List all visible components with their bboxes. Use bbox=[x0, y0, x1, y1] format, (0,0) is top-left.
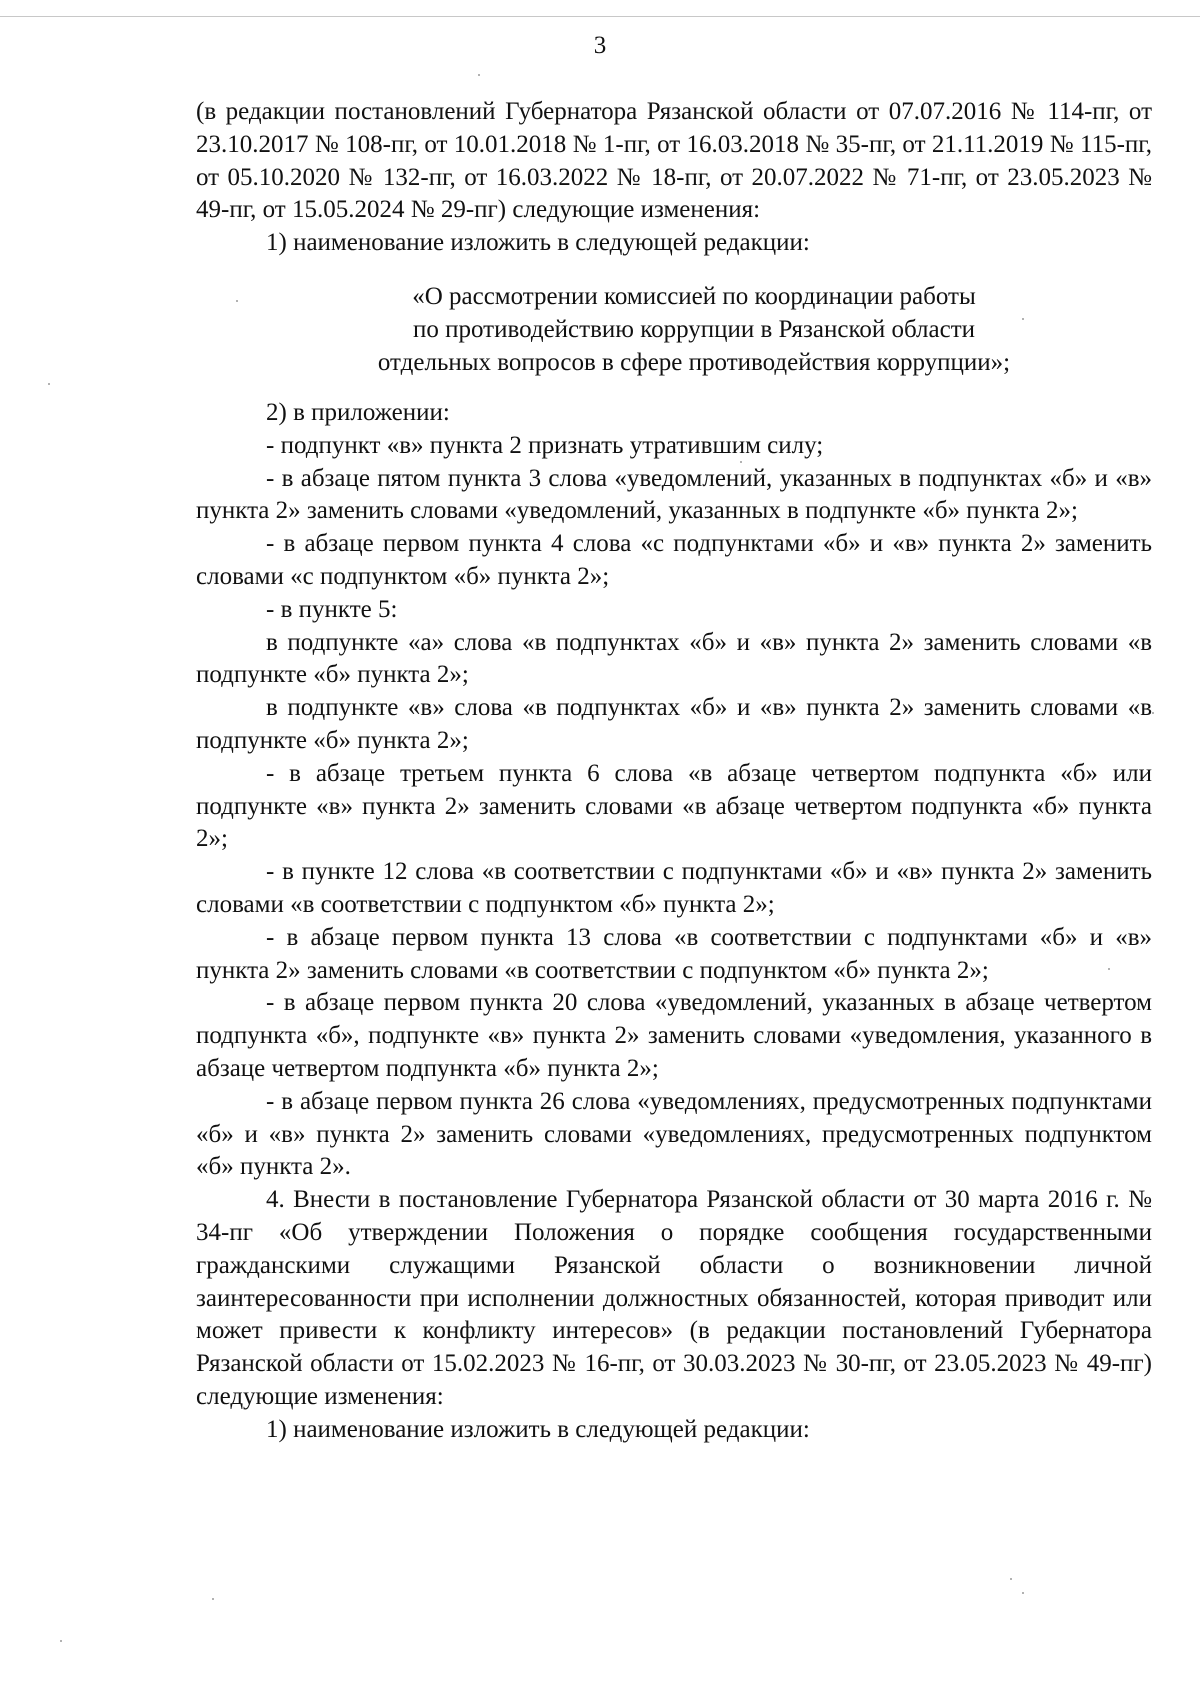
item-point-20: - в абзаце первом пункта 20 слова «уведомлений, указанных в абзаце четвертом подпункта «б», подпункте «в» пункта 2» заменить словами «уведомления, указанного в абзаце четвертом подпункта «б» пункта 2»; bbox=[196, 989, 1152, 1082]
scan-edge-line bbox=[0, 16, 1200, 17]
scan-speck bbox=[1010, 1578, 1012, 1580]
scan-speck bbox=[1152, 712, 1154, 714]
scan-speck bbox=[478, 74, 480, 76]
item-point-5a: в подпункте «а» слова «в подпунктах «б» и «в» пункта 2» заменить словами «в подпункте «б» пункта 2»; bbox=[196, 628, 1152, 689]
item-point-12: - в пункте 12 слова «в соответствии с подпунктами «б» и «в» пункта 2» заменить словами «в соответствии с подпунктом «б» пункта 2»; bbox=[196, 858, 1152, 918]
item-appendix: 2) в приложении: bbox=[266, 398, 450, 426]
scan-speck bbox=[740, 461, 742, 463]
scan-speck bbox=[60, 1640, 62, 1642]
document-body bbox=[196, 96, 1152, 1446]
scan-speck bbox=[1108, 968, 1110, 970]
item-point-3: - в абзаце пятом пункта 3 слова «уведомлений, указанных в подпунктах «б» и «в» пункта 2» заменить словами «уведомлений, указанных в подпункте «б» пункта 2»; bbox=[196, 464, 1152, 525]
item-point-5v: в подпункте «в» слова «в подпунктах «б» и «в» пункта 2» заменить словами «в подпункте «б» пункта 2»; bbox=[196, 694, 1152, 754]
item-point-6: - в абзаце третьем пункта 6 слова «в абзаце четвертом подпункта «б» или подпункте «в» пункта 2» заменить словами «в абзаце четвертом подпункта «б» пункта 2»; bbox=[196, 759, 1152, 853]
new-title-line-3: отдельных вопросов в сфере противодействия коррупции»; bbox=[377, 348, 1011, 376]
item-rename-2: 1) наименование изложить в следующей редакции: bbox=[266, 1415, 810, 1443]
item-point-5: - в пункте 5: bbox=[266, 595, 398, 623]
item-point-26: - в абзаце первом пункта 26 слова «уведомлениях, предусмотренных подпунктами «б» и «в» пункта 2» заменить словами «уведомлениях, предусмотренных подпунктом «б» пункта 2». bbox=[196, 1087, 1152, 1181]
new-title-line-1: «О рассмотрении комиссией по координации работы bbox=[412, 282, 976, 310]
item-point-13: - в абзаце первом пункта 13 слова «в соответствии с подпунктами «б» и «в» пункта 2» заменить словами «в соответствии с подпунктом «б» пункта 2»; bbox=[196, 923, 1152, 984]
scan-speck bbox=[236, 300, 238, 302]
new-title-block bbox=[196, 280, 1152, 379]
scan-speck bbox=[1022, 1592, 1024, 1594]
item-subpoint-void: - подпункт «в» пункта 2 признать утратившим силу; bbox=[266, 431, 824, 459]
scan-speck bbox=[1022, 318, 1024, 320]
intro-paragraph: (в редакции постановлений Губернатора Рязанской области от 07.07.2016 № 114-пг, от 23.10.2017 № 108-пг, от 10.01.2018 № 1-пг, от 16.03.2018 № 35-пг, от 21.11.2019 № 115-пг, от 05.10.2020 № 132-пг, от 16.03.2022 № 18-пг, от 20.07.2022 № 71-пг, от 23.05.2023 № 49-пг, от 15.05.2024 № 29-пг) следующие изменения: bbox=[196, 98, 1152, 224]
scan-speck bbox=[48, 383, 50, 385]
scan-speck bbox=[212, 1598, 214, 1600]
item-point-4: - в абзаце первом пункта 4 слова «с подпунктами «б» и «в» пункта 2» заменить словами «с подпунктом «б» пункта 2»; bbox=[196, 530, 1152, 590]
new-title-line-2: по противодействию коррупции в Рязанской области bbox=[412, 315, 976, 343]
page-number: 3 bbox=[593, 32, 607, 59]
item-rename: 1) наименование изложить в следующей редакции: bbox=[266, 229, 810, 257]
section-4-paragraph: 4. Внести в постановление Губернатора Рязанской области от 30 марта 2016 г. № 34-пг «Об утверждении Положения о порядке сообщения государственными гражданскими служащими Рязанской области о возникновении личной заинтересованности при исполнении должностных обязанностей, которая приводит или может привести к конфликту интересов» (в редакции постановлений Губернатора Рязанской области от 15.02.2023 № 16-пг, от 30.03.2023 № 30-пг, от 23.05.2023 № 49-пг) следующие изменения: bbox=[196, 1186, 1152, 1410]
